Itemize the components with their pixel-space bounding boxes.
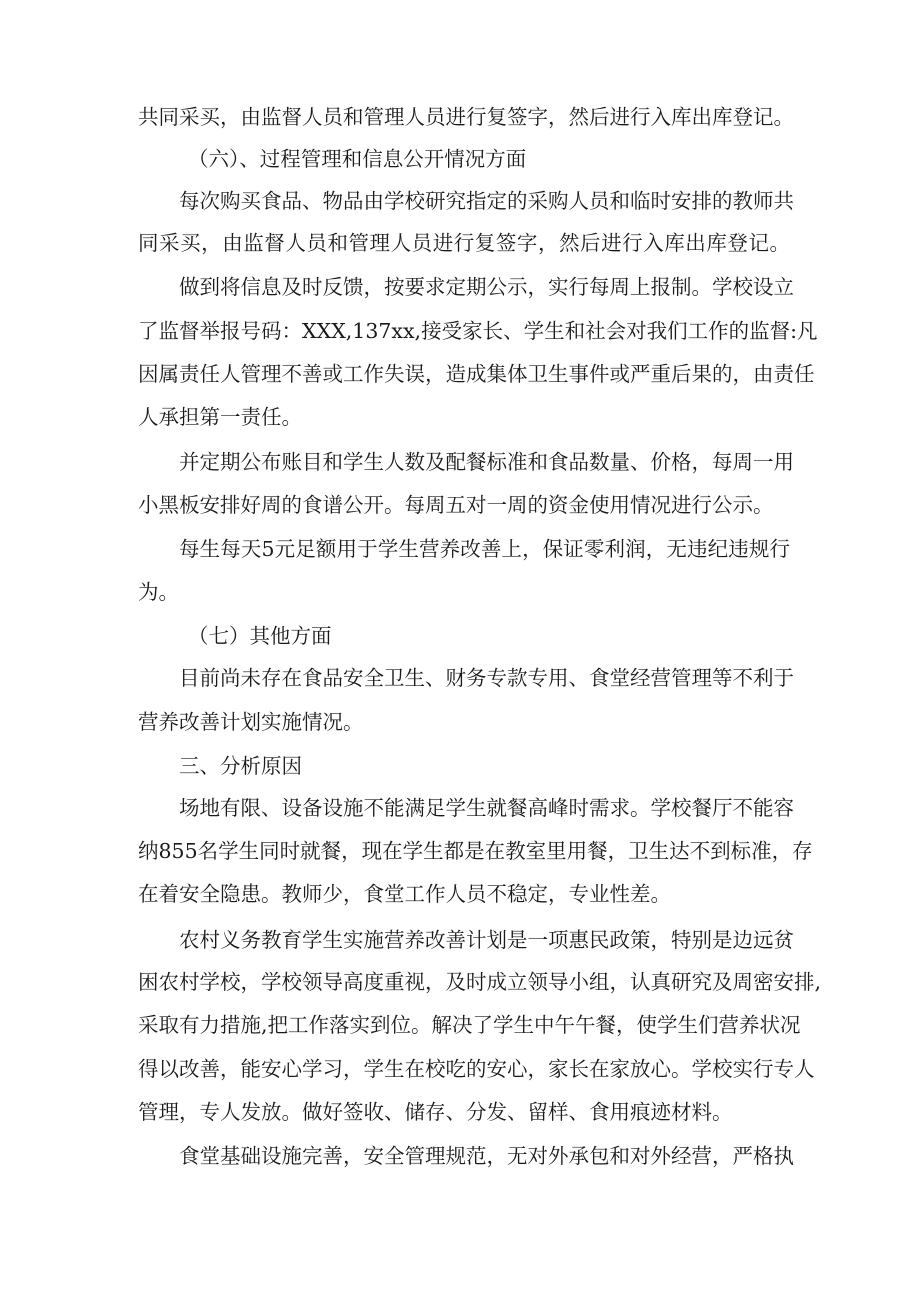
paragraph-line: 场地有限、设备设施不能满足学生就餐高峰时需求。学校餐厅不能容 [179,796,794,820]
paragraph-line: 小黑板安排好周的食谱公开。每周五对一周的资金使用情况进行公示。 [138,493,774,517]
paragraph-line: 食堂基础设施完善，安全管理规范，无对外承包和对外经营，严格执 [179,1144,794,1168]
paragraph-line: 人承担第一责任。 [138,405,302,429]
paragraph-line: 共同采买，由监督人员和管理人员进行复签字，然后进行入库出库登记。 [138,105,794,129]
paragraph-line: 目前尚未存在食品安全卫生、财务专款专用、食堂经营管理等不利于 [179,666,794,690]
paragraph-line: 纳855名学生同时就餐，现在学生都是在教室里用餐，卫生达不到标准，存 [138,839,813,863]
paragraph-line: 农村义务教育学生实施营养改善计划是一项惠民政策，特别是边远贫 [179,928,794,952]
paragraph-line: 困农村学校，学校领导高度重视，及时成立领导小组，认真研究及周密安排, [138,970,822,994]
paragraph-line: 管理，专人发放。做好签收、储存、分发、留样、食用痕迹材料。 [138,1100,733,1124]
section-heading-seven: （七）其他方面 [188,624,332,648]
paragraph-line: 营养改善计划实施情况。 [138,710,364,734]
paragraph-line: 在着安全隐患。教师少，食堂工作人员不稳定，专业性差。 [138,882,671,906]
paragraph-line: 了监督举报号码：XXX,137xx,接受家长、学生和社会对我们工作的监督:凡 [138,319,818,343]
paragraph-line: 每生每天5元足额用于学生营养改善上，保证零利润，无违纪违规行 [179,537,790,561]
paragraph-line: 并定期公布账目和学生人数及配餐标准和食品数量、价格，每周一用 [179,450,794,474]
paragraph-line: 得以改善，能安心学习，学生在校吃的安心，家长在家放心。学校实行专人 [138,1057,815,1081]
section-heading-three: 三、分析原因 [179,754,302,778]
paragraph-line: 同采买，由监督人员和管理人员进行复签字，然后进行入库出库登记。 [138,231,790,255]
paragraph-line: 每次购买食品、物品由学校研究指定的采购人员和临时安排的教师共 [179,189,794,213]
paragraph-line: 因属责任人管理不善或工作失误，造成集体卫生事件或严重后果的，由责任 [138,362,815,386]
paragraph-line: 为。 [138,580,179,604]
section-heading-six: （六）、过程管理和信息公开情况方面 [188,147,527,171]
paragraph-line: 采取有力措施,把工作落实到位。解决了学生中午午餐，使学生们营养状况 [138,1013,801,1037]
paragraph-line: 做到将信息及时反馈，按要求定期公示，实行每周上报制。学校设立 [179,275,794,299]
